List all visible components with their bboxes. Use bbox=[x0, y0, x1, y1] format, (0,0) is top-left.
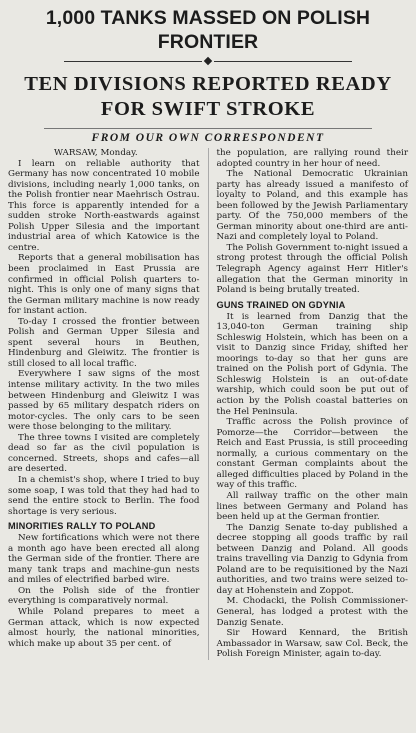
paragraph: Reports that a general mobilisation has been proclaimed in East Prussia are confirmed in official Polish quarters to-night. This is only one of many signs that the German military machine is now ready for instant action. bbox=[8, 253, 200, 317]
dateline bbox=[8, 148, 200, 159]
paragraph: M. Chodacki, the Polish Commissioner-General, has lodged a protest with the Danzig Senate. bbox=[216, 596, 408, 628]
paragraph: Everywhere I saw signs of the most intense military activity. In the two miles between Hindenburg and Gleiwitz I was passed by 65 military despatch riders on motor-cycles. The only cars to be seen were those belonging to the military. bbox=[8, 369, 200, 433]
paragraph: the population, are rallying round their adopted country in her hour of need. bbox=[216, 148, 408, 169]
paragraph: Sir Howard Kennard, the British Ambassador in Warsaw, saw Col. Beck, the Polish Foreign Minister, again to-day. bbox=[216, 628, 408, 660]
subheadline: TEN DIVISIONS REPORTED READY FOR SWIFT STROKE bbox=[24, 73, 392, 120]
paragraph: In a chemist's shop, where I tried to buy some soap, I was told that they had had to send the entire stock to Berlin. The food shortage is very serious. bbox=[8, 474, 200, 517]
section-heading: GUNS TRAINED ON GDYNIA bbox=[216, 299, 346, 310]
paragraph: All railway traffic on the other main lines between Germany and Poland has been held up at the German frontier. bbox=[216, 490, 408, 523]
right-column bbox=[217, 148, 409, 660]
paragraph: The Danzig Senate to-day published a decree stopping all goods traffic by rail between Danzig and Poland. All goods trains travelling via Danzig to Gdynia from Poland are to be requisitioned by the Nazi authorities, and two trains were seized to-day at Hohenstein and Zoppot. bbox=[216, 522, 408, 596]
column-separator bbox=[208, 148, 209, 660]
headline: 1,000 TANKS MASSED ON POLISH FRONTIER bbox=[45, 7, 371, 53]
dateline-text: WARSAW, Monday. bbox=[54, 148, 138, 158]
article-columns bbox=[8, 148, 408, 660]
paragraph: While Poland prepares to meet a German attack, which is now expected almost hourly, the national minorities, which make up about 35 per cent. of bbox=[8, 606, 200, 649]
paragraph: Traffic across the Polish province of Pomorze—the Corridor—between the Reich and East Prussia, is still proceeding normally, a curious commentary on the constant German complaints about the alleged difficulties placed by Poland in the way of this traffic. bbox=[216, 417, 408, 491]
section-heading: MINORITIES RALLY TO POLAND bbox=[8, 521, 156, 532]
paragraph: On the Polish side of the frontier everything is comparatively normal. bbox=[8, 585, 200, 607]
diamond-ornament-icon bbox=[204, 57, 212, 65]
paragraph: The Polish Government to-night issued a strong protest through the official Polish Telegraph Agency against Herr Hitler's allegation that the German minority in Poland is being brutally treated. bbox=[216, 242, 408, 296]
byline-rule bbox=[44, 128, 372, 129]
paragraph: To-day I crossed the frontier between Polish and German Upper Silesia and spent several hours in Beuthen, Hindenburg and Gleiwitz. The frontier is still closed to all local traffic. bbox=[8, 316, 200, 369]
byline: FROM OUR OWN CORRESPONDENT bbox=[91, 132, 325, 144]
paragraph: The National Democratic Ukrainian party has already issued a manifesto of loyalty to Poland, and this example has been followed by the Jewish Parliamentary party. Of the 750,000 members of the German minority about one-third are anti-Nazi and completely loyal to Poland. bbox=[216, 169, 408, 243]
headline-divider bbox=[64, 58, 352, 64]
paragraph: I learn on reliable authority that Germany has now concentrated 10 mobile divisions, including nearly 1,000 tanks, on the Polish frontier near Maehrisch Ostrau. This force is apparently intended for a sudden stroke North-eastwards against Polish Upper Silesia and the important industrial area of which Katowice is the centre. bbox=[8, 158, 200, 253]
paragraph: The three towns I visited are completely dead so far as the civil population is concerned. Streets, shops and cafes—all are deserted. bbox=[8, 432, 200, 475]
paragraph: It is learned from Danzig that the 13,040-ton German training ship Schleswig Holstein, which has been on a visit to Danzig since Friday, shifted her moorings to-day so that her guns are trained on the Polish port of Gdynia. The Schleswig Holstein is an out-of-date warship, which could soon be put out of action by the Polish coastal batteries on the Hel Peninsula. bbox=[216, 311, 408, 417]
paragraph: New fortifications which were not there a month ago have been erected all along the German side of the frontier. There are many tank traps and machine-gun nests and miles of electrified barbed wire. bbox=[8, 533, 200, 586]
left-column bbox=[8, 148, 200, 660]
